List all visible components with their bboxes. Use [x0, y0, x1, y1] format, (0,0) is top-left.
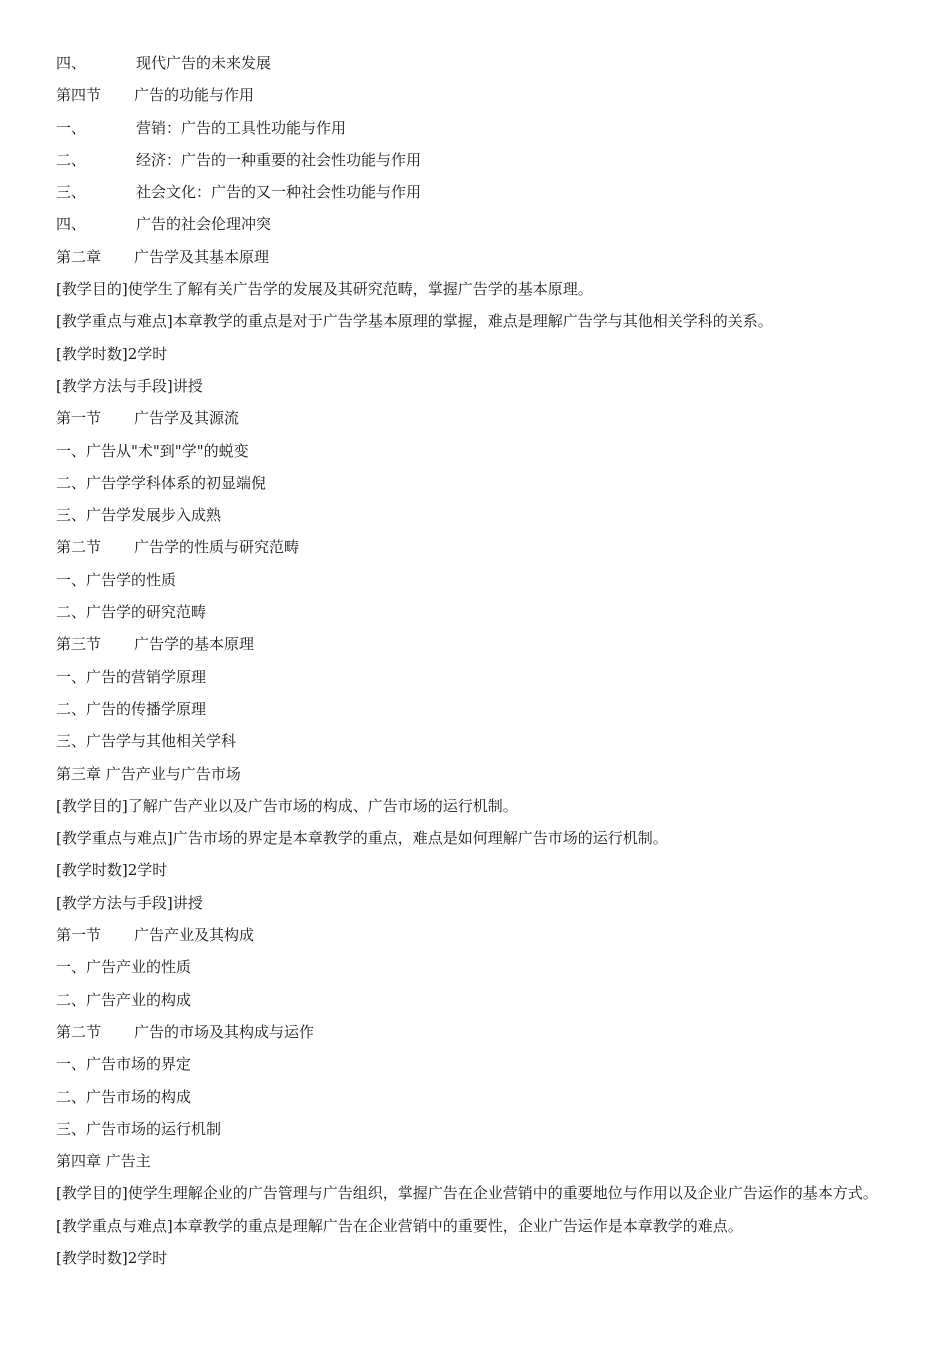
- document-line: [56, 628, 906, 660]
- line-text: 广告学及其源流: [134, 409, 240, 428]
- line-text: 营销：广告的工具性功能与作用: [136, 118, 347, 137]
- document-line: [56, 790, 906, 822]
- line-text: [教学重点与难点]广告市场的界定是本章教学的重点，难点是如何理解广告市场的运行机制。: [56, 829, 668, 848]
- document-line: [56, 338, 906, 370]
- document-line: [56, 79, 906, 111]
- document-line: [56, 984, 906, 1016]
- line-text: 第四章 广告主: [56, 1152, 151, 1171]
- document-line: [56, 854, 906, 886]
- line-text: 现代广告的未来发展: [136, 54, 272, 72]
- document-line: [56, 1081, 906, 1113]
- document-line: [56, 305, 906, 337]
- line-label: 第二章: [56, 247, 102, 266]
- document-line: [56, 596, 906, 628]
- line-text: 一、广告从"术"到"学"的蜕变: [56, 441, 249, 460]
- line-text: [教学方法与手段]讲授: [56, 376, 203, 395]
- document-line: [56, 208, 906, 240]
- document-line: [56, 402, 906, 434]
- document-line: [56, 144, 906, 176]
- line-label: 二、: [56, 150, 87, 169]
- line-text: 二、广告产业的构成: [56, 990, 192, 1009]
- line-text: 一、广告学的性质: [56, 570, 177, 589]
- line-text: 广告的社会伦理冲突: [136, 215, 272, 234]
- document-line: [56, 1145, 906, 1177]
- document-line: [56, 467, 906, 499]
- document-line: [56, 1113, 906, 1145]
- line-text: [教学重点与难点]本章教学的重点是理解广告在企业营销中的重要性，企业广告运作是本章教学的难点。: [56, 1216, 743, 1235]
- line-label: 第一节: [56, 926, 102, 945]
- line-text: [教学方法与手段]讲授: [56, 893, 203, 912]
- document-line: [56, 273, 906, 305]
- line-label: 第二节: [56, 1022, 102, 1041]
- document-line: [56, 176, 906, 208]
- line-text: [教学时数]2学时: [56, 1248, 168, 1267]
- line-text: 三、广告学发展步入成熟: [56, 506, 222, 525]
- document-line: [56, 919, 906, 951]
- document-line: [56, 887, 906, 919]
- line-text: 第三章 广告产业与广告市场: [56, 764, 241, 783]
- document-line: [56, 531, 906, 563]
- line-label: 第三节: [56, 635, 102, 654]
- document-line: [56, 661, 906, 693]
- line-text: 二、广告市场的构成: [56, 1087, 192, 1106]
- line-text: [教学时数]2学时: [56, 861, 168, 880]
- document-line: [56, 1242, 906, 1274]
- line-label: 第一节: [56, 409, 102, 428]
- line-text: 一、广告市场的界定: [56, 1055, 192, 1074]
- line-text: 社会文化：广告的又一种社会性功能与作用: [136, 183, 422, 202]
- document-line: [56, 564, 906, 596]
- document-line: [56, 725, 906, 757]
- line-label: 一、: [56, 118, 87, 137]
- document-line: [56, 112, 906, 144]
- line-text: 广告产业及其构成: [134, 926, 255, 945]
- line-text: 广告的功能与作用: [134, 86, 255, 105]
- document-line: [56, 1048, 906, 1080]
- line-text: 三、广告市场的运行机制: [56, 1119, 222, 1138]
- document-line: [56, 47, 906, 79]
- document-line: [56, 758, 906, 790]
- document-line: [56, 1016, 906, 1048]
- document-line: [56, 1210, 906, 1242]
- document-line: [56, 370, 906, 402]
- line-text: 经济：广告的一种重要的社会性功能与作用: [136, 150, 422, 169]
- line-text: 二、广告的传播学原理: [56, 699, 207, 718]
- line-text: 三、广告学与其他相关学科: [56, 732, 237, 751]
- line-label: 三、: [56, 183, 87, 202]
- document-line: [56, 693, 906, 725]
- document-page: [56, 47, 906, 1274]
- line-text: 二、广告学学科体系的初显端倪: [56, 473, 267, 492]
- line-label: 第二节: [56, 538, 102, 557]
- document-line: [56, 241, 906, 273]
- line-text: [教学目的]使学生理解企业的广告管理与广告组织，掌握广告在企业营销中的重要地位与作用以及企业广告运作的基本方式。: [56, 1184, 878, 1203]
- document-line: [56, 951, 906, 983]
- line-text: [教学重点与难点]本章教学的重点是对于广告学基本原理的掌握，难点是理解广告学与其他相关学科的关系。: [56, 312, 773, 331]
- document-line: [56, 435, 906, 467]
- document-line: [56, 499, 906, 531]
- line-text: 二、广告学的研究范畴: [56, 603, 207, 622]
- document-line: [56, 1177, 906, 1209]
- line-label: 四、: [56, 54, 87, 72]
- line-text: [教学目的]使学生了解有关广告学的发展及其研究范畴，掌握广告学的基本原理。: [56, 280, 593, 299]
- line-text: 一、广告的营销学原理: [56, 667, 207, 686]
- line-label: 四、: [56, 215, 87, 234]
- document-line: [56, 822, 906, 854]
- line-text: [教学时数]2学时: [56, 344, 168, 363]
- line-text: 一、广告产业的性质: [56, 958, 192, 977]
- line-text: 广告学的基本原理: [134, 635, 255, 654]
- line-text: [教学目的]了解广告产业以及广告市场的构成、广告市场的运行机制。: [56, 796, 518, 815]
- line-text: 广告学及其基本原理: [134, 247, 270, 266]
- line-text: 广告的市场及其构成与运作: [134, 1022, 315, 1041]
- line-label: 第四节: [56, 86, 102, 105]
- line-text: 广告学的性质与研究范畴: [134, 538, 300, 557]
